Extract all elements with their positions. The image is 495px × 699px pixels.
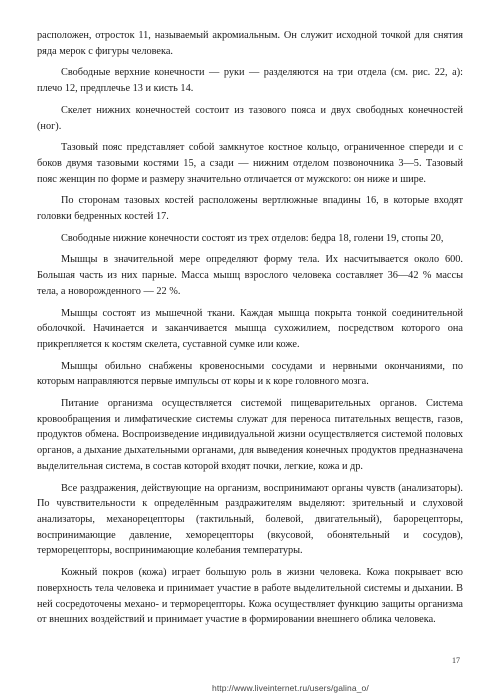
body-text [37, 28, 463, 634]
paragraph-1: расположен, отросток 11, называемый акромиальным. Он служит исходной точкой для снятия ряда мерок с фигуры человека. [37, 30, 463, 57]
paragraph-10: Питание организма осуществляется системой пищеварительных органов. Система кровообращения и лимфатические системы служат для переноса питательных веществ, газов, продуктов обмена. Воспроизведение индивидуальной жизни осуществляется системой половых органов, а дыхание дыхательными органами, для выведения конечных продуктов предназначена выделительная система, в состав которой входят почки, легкие, кожа и др. [37, 398, 463, 472]
paragraph-7: Мышцы в значительной мере определяют форму тела. Их насчитывается около 600. Большая часть из них парные. Масса мышц взрослого человека составляет 36—42 % массы тела, а новорожденного — 22 %. [37, 254, 463, 297]
paragraph-2: Свободные верхние конечности — руки — разделяются на три отдела (см. рис. 22, а): плечо 12, предплечье 13 и кисть 14. [37, 67, 463, 95]
paragraph-9: Мышцы обильно снабжены кровеносными сосудами и нервными окончаниями, по которым направляются первые импульсы от коры и к коре головного мозга. [37, 360, 463, 388]
paragraph-11: Все раздражения, действующие на организм, воспринимают органы чувств (анализаторы). По чувствительности к определённым раздражителям выделяют: зрительный и слуховой анализаторы, механорецепторы (тактильный, болевой, двигательный), барорецепторы, воспринимающие давление, хеморецепторы (вкусовой, обонятельный и сосудов), терморецепторы, воспринимающие колебания температуры. [37, 482, 463, 557]
paragraph-3: Скелет нижних конечностей состоит из тазового пояса и двух свободных конечностей (ног). [37, 104, 463, 132]
paragraph-4: Тазовый пояс представляет собой замкнутое костное кольцо, ограниченное спереди и с боков двумя тазовыми костями 15, а сзади — нижним отделом позвоночника 3—5. Тазовый пояс женщин по форме и размеру значительно отличается от мужского: он ниже и шире. [37, 142, 463, 185]
paragraph-8: Мышцы состоят из мышечной ткани. Каждая мышца покрыта тонкой соединительной оболочкой. Начинается и заканчивается мышца сухожилием, посредством которого она прикрепляется к костям скелета, суставной сумке или коже. [37, 307, 463, 350]
paragraph-12: Кожный покров (кожа) играет большую роль в жизни человека. Кожа покрывает всю поверхность тела человека и принимает участие в работе выделительной системы и дыхании. В ней сосредоточены механо- и терморецепторы. Кожа осуществляет функцию защиты организма от внешних воздействий и принимает участие в формировании внешнего облика человека. [37, 567, 463, 626]
page-number: 17 [452, 656, 460, 665]
paragraph-6: Свободные нижние конечности состоят из трех отделов: бедра 18, голени 19, стопы 20, [61, 232, 444, 244]
watermark-url: http://www.liveinternet.ru/users/galina_o/ [212, 683, 369, 693]
paragraph-5: По сторонам тазовых костей расположены вертлюжные впадины 16, в которые входят головки бедренных костей 17. [37, 195, 463, 223]
